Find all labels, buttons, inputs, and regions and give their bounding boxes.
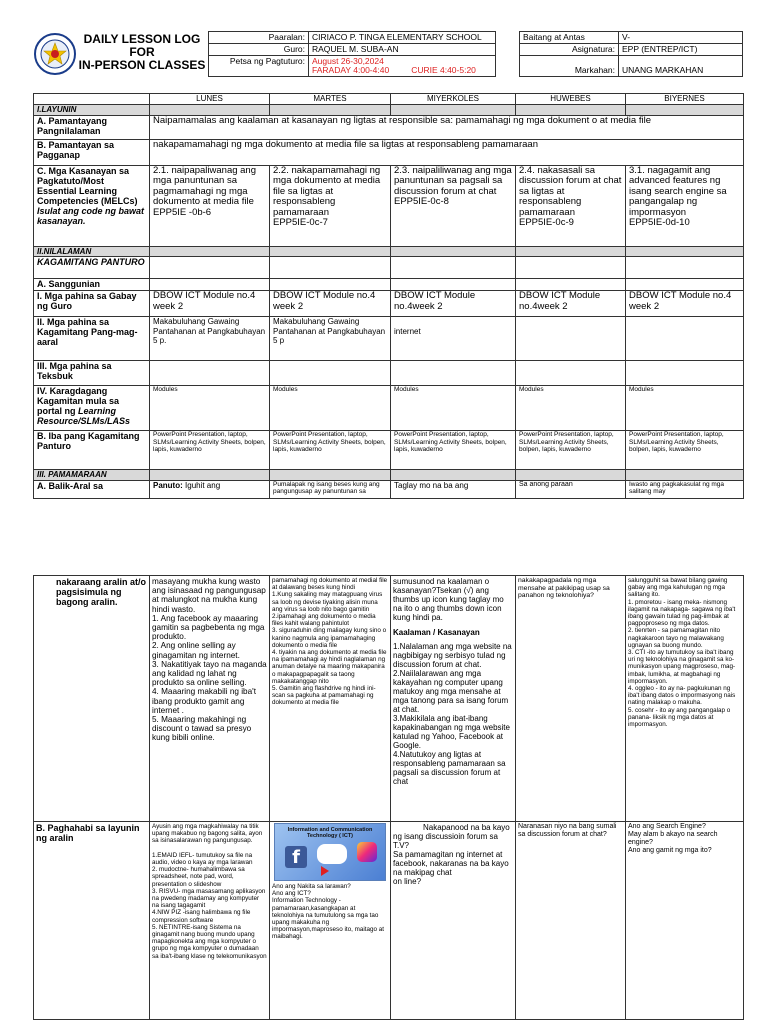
pangmag-miyerkoles: internet [391, 317, 516, 361]
lesson-log-table [33, 93, 744, 499]
row2-lunes: Ayusin ang mga magkahiwalay na titik upang makabuo ng bagong salita, ayon sa isinasalarawan ng pangungusap. 1.EMAID IEFL- tumutukoy sa file na audio, video o kaya ay mga larawan 2. mudoctne- humahalimbawa sa spreadsheet, note pad, word, presentation o slideshow 3. RISVU- mga masasamang aplikasyon na pwedeng madamay ang kompyuter na isang tagagamit 4.NIW PIZ -isang halimbawa ng file compression software 5. NETINTRE-isang Sistema na ginagamit nang buong mundo upang mapagkonekta ang mga kompyuter o grupo ng mga kompyuter o dumadaan sa iba't-ibang klase ng telekomunikasyon [150, 822, 270, 1020]
karagdagang-lunes: Modules [150, 386, 270, 431]
karagdagang-italic: Learning Resource/SLMs/LASs [37, 406, 131, 426]
karagdagang-huwebes: Modules [516, 386, 626, 431]
row2-martes [270, 822, 391, 1020]
melc-miyerkoles: 2.3. naipaliliwanag ang mga panuntunan sa pagsali sa discussion forum at chat EPP5IE-0c-8 [391, 165, 516, 246]
iba-huwebes: PowerPoint Presentation, laptop, SLMs/Learning Activity Sheets, bolpen, lapis, kuwaderno [516, 431, 626, 470]
row-label-melc [34, 165, 150, 246]
row-label-paghahabi: B. Paghahabi sa layunin ng aralin [34, 822, 150, 1020]
balik-huwebes: Sa anong paraan [516, 480, 626, 498]
karagdagang-miyerkoles: Modules [391, 386, 516, 431]
pangmag-biyernes [626, 317, 744, 361]
document-title [78, 33, 206, 72]
title-line-2: FOR [129, 45, 155, 59]
iba-biyernes: PowerPoint Presentation, laptop, SLMs/Learning Activity Sheets, bolpen, lapis, kuwaderno [626, 431, 744, 470]
section-pamamaraan: III. PAMAMARAAN [34, 470, 150, 481]
gabay-martes: DBOW ICT Module no.4 week 2 [270, 291, 391, 317]
balik-biyernes: Iwasto ang pagkakasulat ng mga salitang may [626, 480, 744, 498]
kaalaman-items: 1.Nalalaman ang mga website na nagbibigay ng serbisyo tulad ng discussion forum at chat. 2.Naiilalarawan ang mga kakayahan ng computer upang matukoy ang mga mensahe at mga tanong para sa isang forum at chat. 3.Makikilala ang ibat-ibang kapakinabangan ng mga website katulad ng Yahoo, Facebook at Google. 4.Natutukoy ang ligtas at responsableng pamamaraan sa pagsali sa discussion forum at chat [393, 642, 512, 786]
row1-miyerkoles [391, 576, 516, 822]
section-layunin: I.LAYUNIN [34, 105, 150, 116]
pagganap-text: nakapamamahagi ng mga dokumento at media file sa ligtas at responsableng pamamaraan [150, 139, 744, 165]
row-label-teksbuk: III. Mga pahina sa Teksbuk [34, 361, 150, 386]
row1-martes: pamamahagi ng dokumento at medial file at dalawang beses kung hindi 1.Kung sakaling may matagpuang virus sa loob ng devise tiyaking alisin muna ang virus sa loob nito bago gamitin 2.ipamahagi ang dokumento o media files kahit walang pahintulot 3. siguraduhin ding maliagay kung sino o kanino nagmula ang ipamamahaging dokumento o media file 4. tiyakin na ang dokumento at media file na ipamamahagi ay hindi naglalaman ng anuman detalye na maaring makapanira o makapagpapagalit sa taong makakatanggap nito 5. Gamitin ang flashdrive ng hindi ini-scan sa pagkuha at pamamahagi ng dokumento at media file [270, 576, 391, 822]
row-label-balik-aral: A. Balik-Aral sa [34, 480, 150, 498]
ict-banner-title: Information and Communication Technology ( ICT) [287, 827, 373, 839]
row2-martes-text: Ano ang Nakita sa larawan? Ano ang ICT? Information Technology - pamamaraan,kasangkapan at teknolohiya na tumutulong sa mga tao upang makakuha ng impormasyon,maproseso ito, maitago at maibahagi. [272, 883, 384, 941]
subject-value: EPP (ENTREP/ICT) [619, 44, 743, 56]
gabay-huwebes: DBOW ICT Module no.4week 2 [516, 291, 626, 317]
row-label-nakaraang-aralin: nakaraang aralin at/o pagsisimula ng bagong aralin. [34, 576, 150, 822]
row2-miyerkoles: Nakapanood na ba kayo ng isang discussioin forum sa T.V? Sa pamamagitan ng internet at facebook, nakaranas na ba kayo na makipag chat on line? [391, 822, 516, 1020]
school-value: CIRIACO P. TINGA ELEMENTARY SCHOOL [309, 32, 496, 44]
date-range: August 26-30,2024 [312, 56, 384, 66]
row-label-pagganap: B. Pamantayan sa Pagganap [34, 139, 150, 165]
row2-huwebes: Naranasan niyo na bang sumali sa discussion forum at chat? [516, 822, 626, 1020]
karagdagang-biyernes: Modules [626, 386, 744, 431]
balik-lunes-text: Iguhit ang [185, 480, 221, 490]
melc-note: Isulat ang code ng bawat kasanayan. [37, 205, 145, 226]
balik-lunes: Panuto: Iguhit ang [150, 480, 270, 498]
gabay-biyernes: DBOW ICT Module no.4 week 2 [626, 291, 744, 317]
row-label-kagamitan: KAGAMITANG PANTURO [34, 257, 150, 279]
pangmag-lunes: Makabuluhang Gawaing Pantahanan at Pangkabuhayan 5 p. [150, 317, 270, 361]
day-header-huwebes: HUWEBES [516, 94, 626, 105]
gabay-lunes: DBOW ICT Module no.4 week 2 [150, 291, 270, 317]
play-icon [321, 866, 329, 876]
section-nilalaman: II.NILALAMAN [34, 246, 150, 257]
pamantayang-text: Naipamamalas ang kaalaman at kasanayan ng ligtas at responsible sa: pamamahagi ng mga dokument o at media file [150, 115, 744, 139]
row1-miyerkoles-intro: sumusunod na kaalaman o kasanayan?Tsekan (√) ang thumbs up icon kung taglay mo na ito o ang thumbs down icon kung hindi pa. [393, 577, 504, 622]
balik-martes: Pumalapak ng isang beses kung ang pangungusap ay panuntunan sa [270, 480, 391, 498]
ict-banner [274, 823, 386, 881]
row1-biyernes: salungguhit sa bawat bilang gawing gabay ang mga kahulugan ng mga salitang ito. 1. pmoretou - isang meka- nismong ilagamit na nakapaga- sagawa ng iba't ibang gawain tulad ng pag-iimbak at pagpoproseso ng mga datos. 2. tienrten - sa pamamagitan nito nagkakaroon tayo ng malawakang ugnayan sa buong mundo. 3. CTI -ito ay tumutukoy sa iba't ibang uri ng teknolohiya na ginagamit sa ko-munikasyon upang magproseso, mag-imbak, lumikha, at magbahagi ng impormasyon. 4. oggleo - ito ay na- pagkukunan ng iba't ibang datos o impormasyong nais nating malakap o makuha. 5. cosehr - ito ay ang pangangalap o panana- liksik ng mga datos at impormasyon. [626, 576, 744, 822]
teacher-label: Guro: [209, 44, 309, 56]
row1-lunes: masayang mukha kung wasto ang isinasaad ng pangungusap at malungkot na mukha kung hindi wasto. 1. Ang facebook ay maaaring gamitin sa pagbebenta ng mga produkto. 2. Ang online selling ay ginagamitan ng internet. 3. Nakatitiyak tayo na maganda ang kalidad ng lahat ng produkto sa online selling. 4. Maaaring makabili ng iba't ibang produkto gamit ang internet . 5. Maaaring makahingi ng discount o tawad sa presyo kung bibili online. [150, 576, 270, 822]
row1-huwebes: nakakapagpadala ng mga mensahe at pakikipag usap sa panahon ng teknolohiya? [516, 576, 626, 822]
day-header-biyernes: BIYERNES [626, 94, 744, 105]
iba-martes: PowerPoint Presentation, laptop, SLMs/Learning Activity Sheets, bolpen, lapis, kuwaderno [270, 431, 391, 470]
quarter-value: UNANG MARKAHAN [619, 56, 743, 77]
chat-bubble-icon [317, 844, 347, 864]
quarter-label: Markahan: [520, 56, 619, 77]
title-line-1: DAILY LESSON LOG [83, 32, 201, 46]
melc-lunes: 2.1. naipapaliwanag ang mga panuntunan sa pagmamahagi ng mga dokumento at media file EPP5IE -0b-6 [150, 165, 270, 246]
pangmag-huwebes [516, 317, 626, 361]
iba-miyerkoles: PowerPoint Presentation, laptop, SLMs/Learning Activity Sheets, bolpen, lapis, kuwaderno [391, 431, 516, 470]
day-header-martes: MARTES [270, 94, 391, 105]
melc-label: C. Mga Kasanayan sa Pagkatuto/Most Essential Learning Competencies (MELCs) [37, 165, 138, 206]
school-label: Paaralan: [209, 32, 309, 44]
schedule-curie: CURIE 4:40-5:20 [411, 65, 476, 75]
row-label-gabay: I. Mga pahina sa Gabay ng Guro [34, 291, 150, 317]
kaalaman-title: Kaalaman / Kasanayan [393, 628, 480, 637]
row2-biyernes: Ano ang Search Engine? May alam b akayo na search engine? Ano ang gamit ng mga ito? [626, 822, 744, 1020]
pangmag-martes: Makabuluhang Gawaing Pantahanan at Pangkabuhayan 5 p [270, 317, 391, 361]
balik-miyerkoles: Taglay mo na ba ang [391, 480, 516, 498]
schedule-faraday: FARADAY 4:00-4:40 [312, 65, 390, 75]
row-label-pangmagaaral: II. Mga pahina sa Kagamitang Pang-mag-aaral [34, 317, 150, 361]
melc-huwebes: 2.4. nakasasali sa discussion forum at chat sa ligtas at responsableng pamamaraan EPP5IE-0c-9 [516, 165, 626, 246]
facebook-icon: f [285, 846, 307, 868]
date-value [309, 56, 496, 77]
iba-lunes: PowerPoint Presentation, laptop, SLMs/Learning Activity Sheets, bolpen, lapis, kuwaderno [150, 431, 270, 470]
row-label-karagdagang [34, 386, 150, 431]
deped-seal [34, 33, 76, 75]
day-header-miyerkoles: MIYERKOLES [391, 94, 516, 105]
instagram-icon [357, 842, 377, 862]
karagdagang-label: IV. Karagdagang Kagamitan mula sa portal ng [37, 386, 120, 416]
karagdagang-martes: Modules [270, 386, 391, 431]
teacher-value: RAQUEL M. SUBA-AN [309, 44, 496, 56]
subject-label: Asignatura: [520, 44, 619, 56]
schedule [312, 66, 492, 75]
grade-value: V- [619, 32, 743, 44]
date-label: Petsa ng Pagtuturo: [209, 56, 309, 77]
grade-label: Baitang at Antas [520, 32, 619, 44]
lesson-log-table-continued [33, 575, 744, 1020]
day-header-lunes: LUNES [150, 94, 270, 105]
row-label-sanggunian: A. Sanggunian [34, 279, 150, 291]
row-label-pamantayang: A. Pamantayang Pangnilalaman [34, 115, 150, 139]
melc-martes: 2.2. nakapamamahagi ng mga dokumento at media file sa ligtas at responsableng pamamaraan EPP5IE-0c-7 [270, 165, 391, 246]
melc-biyernes: 3.1. nagagamit ang advanced features ng isang search engine sa pangangalap ng impormasyon EPP5IE-0d-10 [626, 165, 744, 246]
row-label-iba-pang: B. Iba pang Kagamitang Panturo [34, 431, 150, 470]
gabay-miyerkoles: DBOW ICT Module no.4week 2 [391, 291, 516, 317]
header-info-table [208, 31, 743, 77]
title-line-3: IN-PERSON CLASSES [78, 58, 206, 72]
